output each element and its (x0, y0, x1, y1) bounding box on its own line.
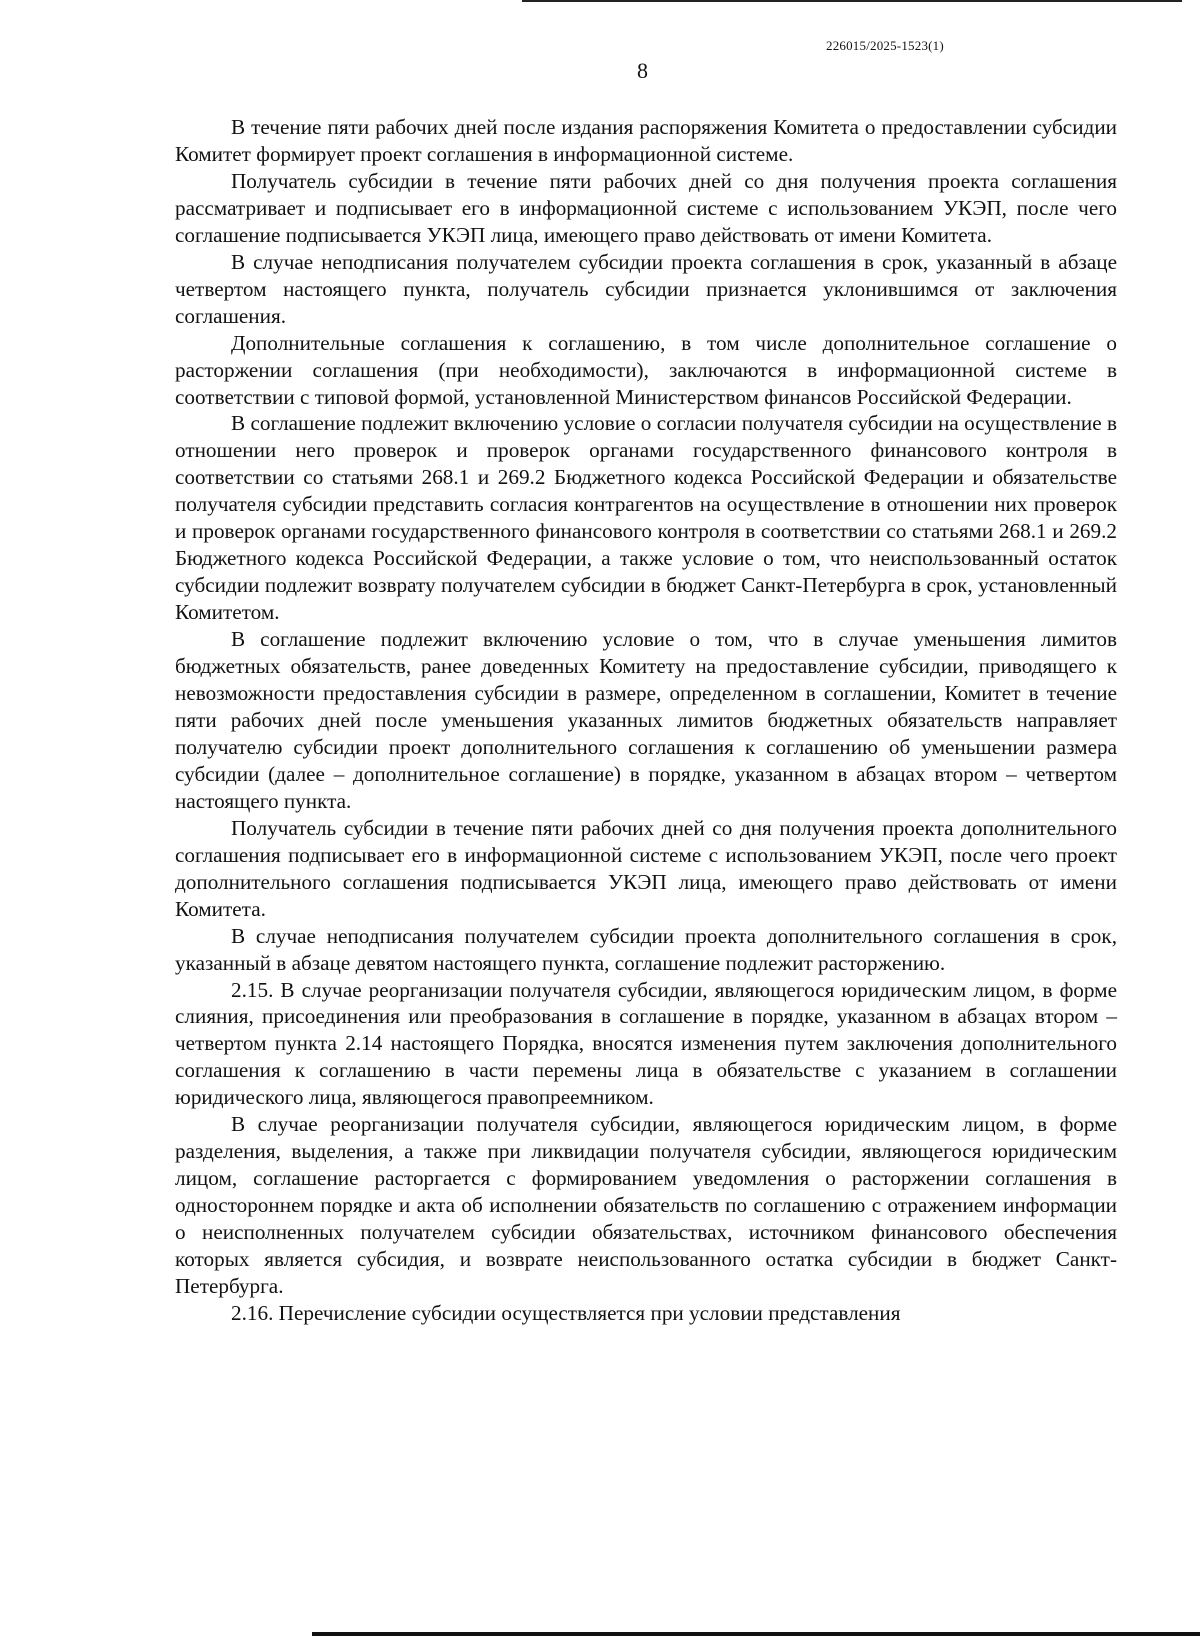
paragraph-1: В течение пяти рабочих дней после издания распоряжения Комитета о предоставлении субсидии Комитет формирует проект соглашения в информационной системе. (175, 115, 1117, 166)
document-body (175, 114, 1117, 1327)
paragraph-3: В случае неподписания получателем субсидии проекта соглашения в срок, указанный в абзаце четвертом настоящего пункта, получатель субсидии признается уклонившимся от заключения соглашения. (175, 249, 1117, 328)
scan-border-top (522, 0, 1182, 2)
page-number: 8 (637, 58, 648, 83)
document-registration-number: 226015/2025-1523(1) (826, 38, 944, 53)
paragraph-8: В случае неподписания получателем субсидии проекта дополнительного соглашения в срок, указанный в абзаце девятом настоящего пункта, соглашение подлежит расторжению. (175, 923, 1117, 975)
scan-border-bottom (312, 1632, 1200, 1636)
paragraph-5: В соглашение подлежит включению условие о согласии получателя субсидии на осуществление в отношении него проверок и проверок органами государственного финансового контроля в соответствии со статьями 268.1 и 269.2 Бюджетного кодекса Российской Федерации и обязательстве получателя субсидии представить согласия контрагентов на осуществление в отношении них проверок и проверок органами государственного финансового контроля в соответствии со статьями 268.1 и 269.2 Бюджетного кодекса Российской Федерации, а также условие о том, что неиспользованный остаток субсидии подлежит возврату получателем субсидии в бюджет Санкт-Петербурга в срок, установленный Комитетом. (175, 411, 1117, 625)
paragraph-2: Получатель субсидии в течение пяти рабочих дней со дня получения проекта соглашения рассматривает и подписывает его в информационной системе с использованием УКЭП, после чего соглашение подписывается УКЭП лица, имеющего право действовать от имени Комитета. (175, 168, 1117, 247)
paragraph-9: 2.15. В случае реорганизации получателя субсидии, являющегося юридическим лицом, в форме слияния, присоединения или преобразования в соглашение в порядке, указанном в абзацах втором – четвертом пункта 2.14 настоящего Порядка, вносятся изменения путем заключения дополнительного соглашения к соглашению в части перемены лица в обязательстве с указанием в соглашении юридического лица, являющегося правопреемником. (175, 977, 1117, 1110)
paragraph-4: Дополнительные соглашения к соглашению, в том числе дополнительное соглашение о расторжении соглашения (при необходимости), заключаются в информационной системе в соответствии с типовой формой, установленной Министерством финансов Российской Федерации. (175, 330, 1117, 409)
paragraph-7: Получатель субсидии в течение пяти рабочих дней со дня получения проекта дополнительного соглашения подписывает его в информационной системе с использованием УКЭП, после чего проект дополнительного соглашения подписывается УКЭП лица, имеющего право действовать от имени Комитета. (175, 815, 1117, 921)
paragraph-11: 2.16. Перечисление субсидии осуществляется при условии представления (231, 1300, 901, 1325)
paragraph-10: В случае реорганизации получателя субсидии, являющегося юридическим лицом, в форме разделения, выделения, а также при ликвидации получателя субсидии, являющегося юридическим лицом, соглашение расторгается с формированием уведомления о расторжении соглашения в одностороннем порядке и акта об исполнении обязательств по соглашению с отражением информации о неисполненных получателем субсидии обязательствах, источником финансового обеспечения которых является субсидия, и возврате неиспользованного остатка субсидии в бюджет Санкт-Петербурга. (175, 1112, 1117, 1298)
paragraph-6: В соглашение подлежит включению условие о том, что в случае уменьшения лимитов бюджетных обязательств, ранее доведенных Комитету на предоставление субсидии, приводящего к невозможности предоставления субсидии в размере, определенном в соглашении, Комитет в течение пяти рабочих дней после уменьшения указанных лимитов бюджетных обязательств направляет получателю субсидии проект дополнительного соглашения к соглашению об уменьшении размера субсидии (далее – дополнительное соглашение) в порядке, указанном в абзацах втором – четвертом настоящего пункта. (175, 627, 1117, 813)
